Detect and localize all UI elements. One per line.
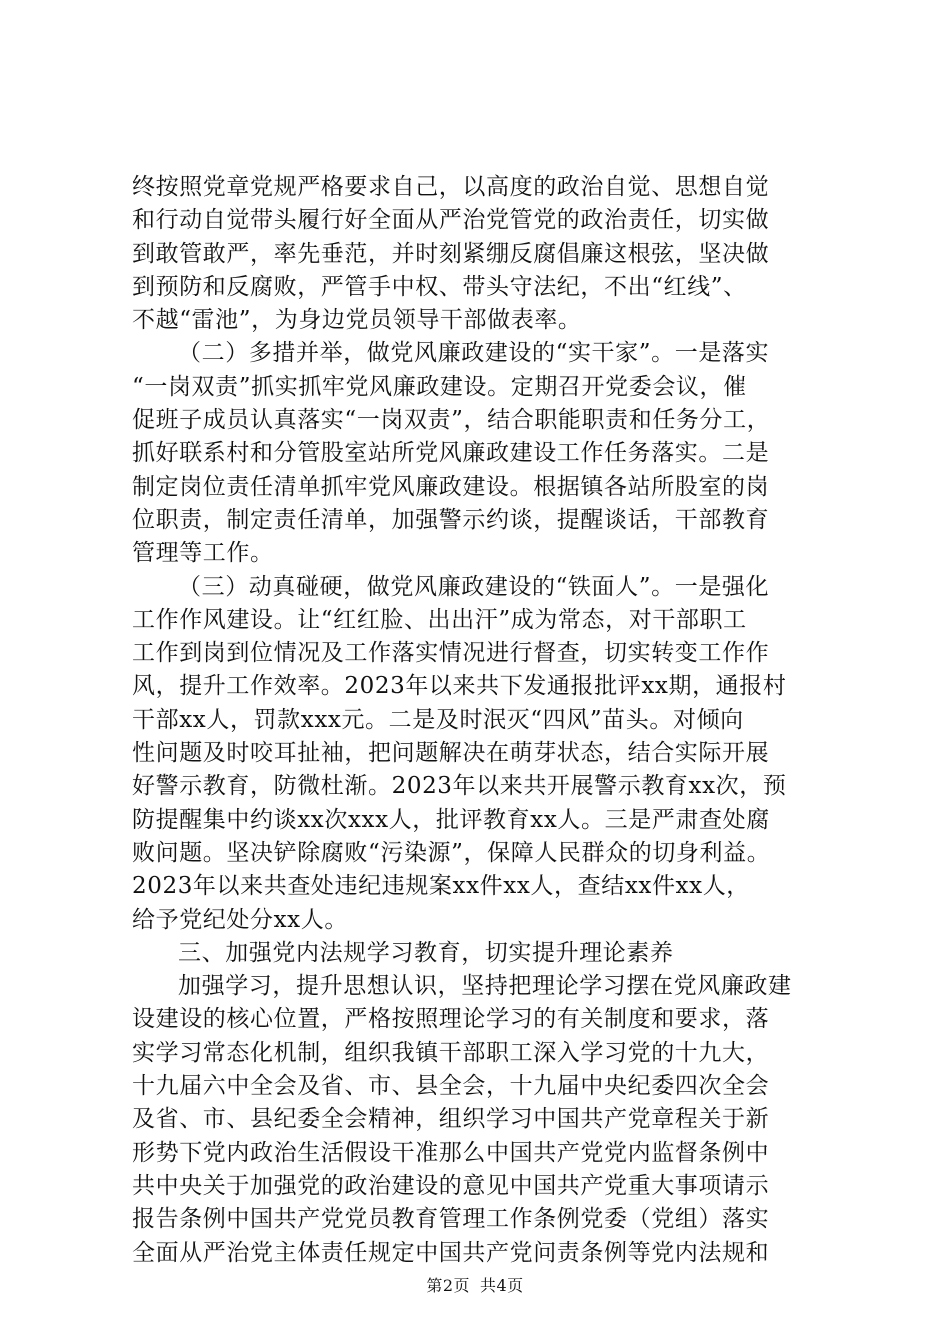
text-line: 共中央关于加强党的政治建设的意见中国共产党重大事项请示 <box>132 1172 770 1199</box>
text-line: 全面从严治党主体责任规定中国共产党问责条例等党内法规和 <box>132 1239 770 1266</box>
text-line: 工作作风建设。让“红红脸、出出汗”成为常态，对干部职工 <box>132 606 747 633</box>
text-line: 终按照党章党规严格要求自己，以高度的政治自觉、思想自觉 <box>132 174 770 200</box>
text-line: 抓好联系村和分管股室站所党风廉政建设工作任务落实。二是 <box>132 440 770 467</box>
text-line: 防提醒集中约谈xx次xxx人，批评教育xx人。三是严肃查处腐 <box>132 806 770 833</box>
text-line: 2023年以来共查处违纪违规案xx件xx人，查结xx件xx人， <box>132 873 750 900</box>
page-number: 第2页 <box>426 1276 470 1295</box>
text-line: 不越“雷池”，为身边党员领导干部做表率。 <box>132 307 582 334</box>
text-line: 十九届六中全会及省、市、县全会，十九届中央纪委四次全会 <box>132 1073 770 1100</box>
text-line: 风，提升工作效率。2023年以来共下发通报批评xx期，通报村 <box>132 673 787 700</box>
section-heading-3: （三）动真碰硬，做党风廉政建设的“铁面人”。一是强化 <box>178 573 770 600</box>
text-line: 及省、市、县纪委全会精神，组织学习中国共产党章程关于新 <box>132 1106 770 1133</box>
text-line: 到敢管敢严，率先垂范，并时刻紧绷反腐倡廉这根弦，坚决做 <box>132 240 770 267</box>
text-line: 给予党纪处分xx人。 <box>132 906 348 933</box>
text-line: 设建设的核心位置，严格按照理论学习的有关制度和要求，落 <box>132 1006 770 1033</box>
section-heading-2: （二）多措并举，做党风廉政建设的“实干家”。一是落实 <box>178 340 770 367</box>
text-line: 性问题及时咬耳扯袖，把问题解决在萌芽状态，结合实际开展 <box>132 740 770 767</box>
text-line: 好警示教育，防微杜渐。2023年以来共开展警示教育xx次，预 <box>132 773 787 800</box>
text-line: “一岗双责”抓实抓牢党风廉政建设。定期召开党委会议，催 <box>132 373 747 400</box>
text-line: 到预防和反腐败，严管手中权、带头守法纪，不出“红线”、 <box>132 273 747 300</box>
page-footer <box>0 1276 950 1296</box>
text-line: 制定岗位责任清单抓牢党风廉政建设。根据镇各站所股室的岗 <box>132 473 770 500</box>
text-line: 位职责，制定责任清单，加强警示约谈，提醒谈话，干部教育 <box>132 506 770 533</box>
text-line: 干部xx人，罚款xxx元。二是及时泯灭“四风”苗头。对倾向 <box>132 706 744 733</box>
text-line: 促班子成员认真落实“一岗双责”，结合职能职责和任务分工， <box>132 407 771 434</box>
text-line: 败问题。坚决铲除腐败“污染源”，保障人民群众的切身利益。 <box>132 839 771 866</box>
text-line: 报告条例中国共产党党员教育管理工作条例党委（党组）落实 <box>132 1206 770 1233</box>
text-line: 管理等工作。 <box>132 540 274 567</box>
text-line: 形势下党内政治生活假设干准那么中国共产党党内监督条例中 <box>132 1139 770 1166</box>
text-line: 工作到岗到位情况及工作落实情况进行督查，切实转变工作作 <box>132 640 770 667</box>
text-line: 实学习常态化机制，组织我镇干部职工深入学习党的十九大， <box>132 1039 770 1066</box>
page-total: 共4页 <box>480 1276 524 1295</box>
text-line: 加强学习，提升思想认识，坚持把理论学习摆在党风廉政建 <box>178 973 792 1000</box>
text-line: 和行动自觉带头履行好全面从严治党管党的政治责任，切实做 <box>132 207 770 234</box>
section-title: 三、加强党内法规学习教育，切实提升理论素养 <box>178 939 674 966</box>
document-body <box>132 171 832 1270</box>
